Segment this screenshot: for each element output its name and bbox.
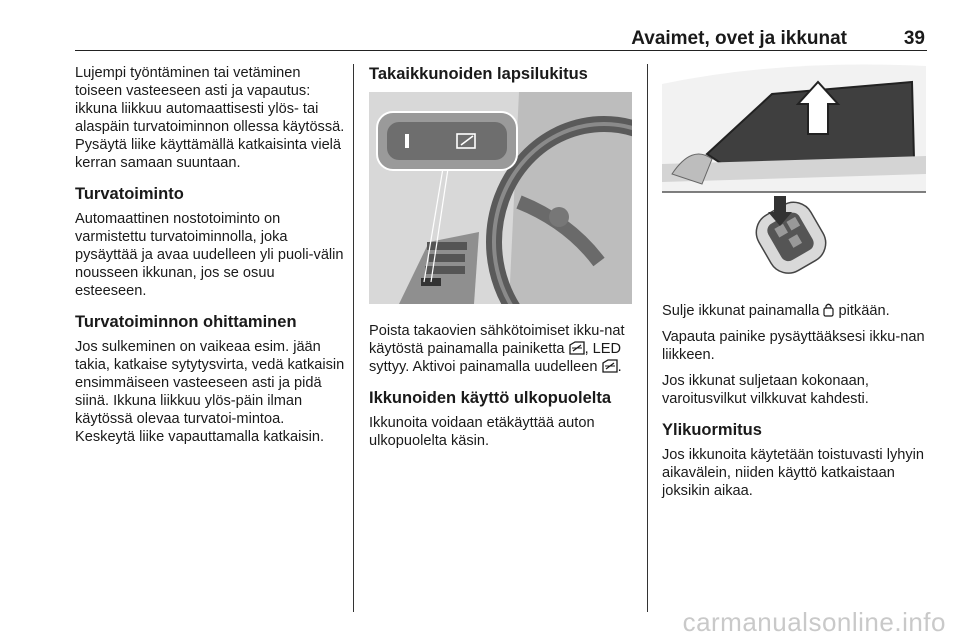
key-lock-icon <box>823 302 834 317</box>
child-lock-switch-figure <box>369 92 632 304</box>
heading-override: Turvatoiminnon ohittaminen <box>75 313 297 331</box>
column-divider-2 <box>647 64 648 612</box>
paragraph-safety-function: Automaattinen nostotoiminto on varmistettu turvatoiminnolla, joka pysäyttää ja avaa uudelleen yli puoli-välin nousseen ikkunan, jos se osuu esteeseen. <box>75 211 344 299</box>
watermark: carmanualsonline.info <box>682 607 946 637</box>
paragraph-auto-movement: Lujempi työntäminen tai vetäminen toiseen vasteeseen asti ja vapautus: ikkuna liikkuu automaattisesti ylös- tai alaspäin turvatoiminnon ollessa käytössä. Pysäytä liike käyttämällä katkaisinta vielä kerran samaan suuntaan. <box>75 65 345 171</box>
column-1 <box>75 64 347 454</box>
paragraph-hazard-flash: Jos ikkunat suljetaan kokonaan, varoitusvilkut vilkkuvat kahdesti. <box>662 373 869 407</box>
window-lock-icon <box>569 341 585 355</box>
paragraph-release-button: Vapauta painike pysäyttääksesi ikku-nan liikkeen. <box>662 329 925 363</box>
paragraph-close-windows: Sulje ikkunat painamalla pitkään. <box>662 303 890 319</box>
page-header <box>75 28 927 52</box>
paragraph-child-lock: Poista takaovien sähkötoimiset ikku-nat käytöstä painamalla painiketta , LED syttyy. Aktivoi painamalla uudelleen . <box>369 323 625 375</box>
column-2 <box>369 64 634 458</box>
heading-outside-operation: Ikkunoiden käyttö ulkopuolelta <box>369 389 612 407</box>
window-lock-icon <box>602 359 618 373</box>
heading-child-lock: Takaikkunoiden lapsilukitus <box>369 65 588 83</box>
paragraph-overload: Jos ikkunoita käytetään toistuvasti lyhyin aikavälein, niiden käyttö katkaistaan joksikin aikaa. <box>662 447 925 499</box>
heading-safety-function: Turvatoiminto <box>75 185 184 203</box>
header-rule <box>75 50 927 51</box>
remote-window-close-figure <box>662 64 926 282</box>
page-number: 39 <box>903 28 925 49</box>
column-divider-1 <box>353 64 354 612</box>
page-title: Avaimet, ovet ja ikkunat <box>631 28 847 49</box>
paragraph-outside-operation: Ikkunoita voidaan etäkäyttää auton ulkopuolelta käsin. <box>369 415 595 449</box>
heading-overload: Ylikuormitus <box>662 421 762 439</box>
paragraph-override: Jos sulkeminen on vaikeaa esim. jään takia, katkaise sytytysvirta, vedä katkaisin ensimmäiseen vasteeseen asti ja pidä siinä. Ikkuna liikkuu ylös-päin ilman käytössä olevaa turvatoi-mintoa. Keskeytä liike vapauttamalla katkaisin. <box>75 339 345 445</box>
column-3 <box>662 64 926 508</box>
